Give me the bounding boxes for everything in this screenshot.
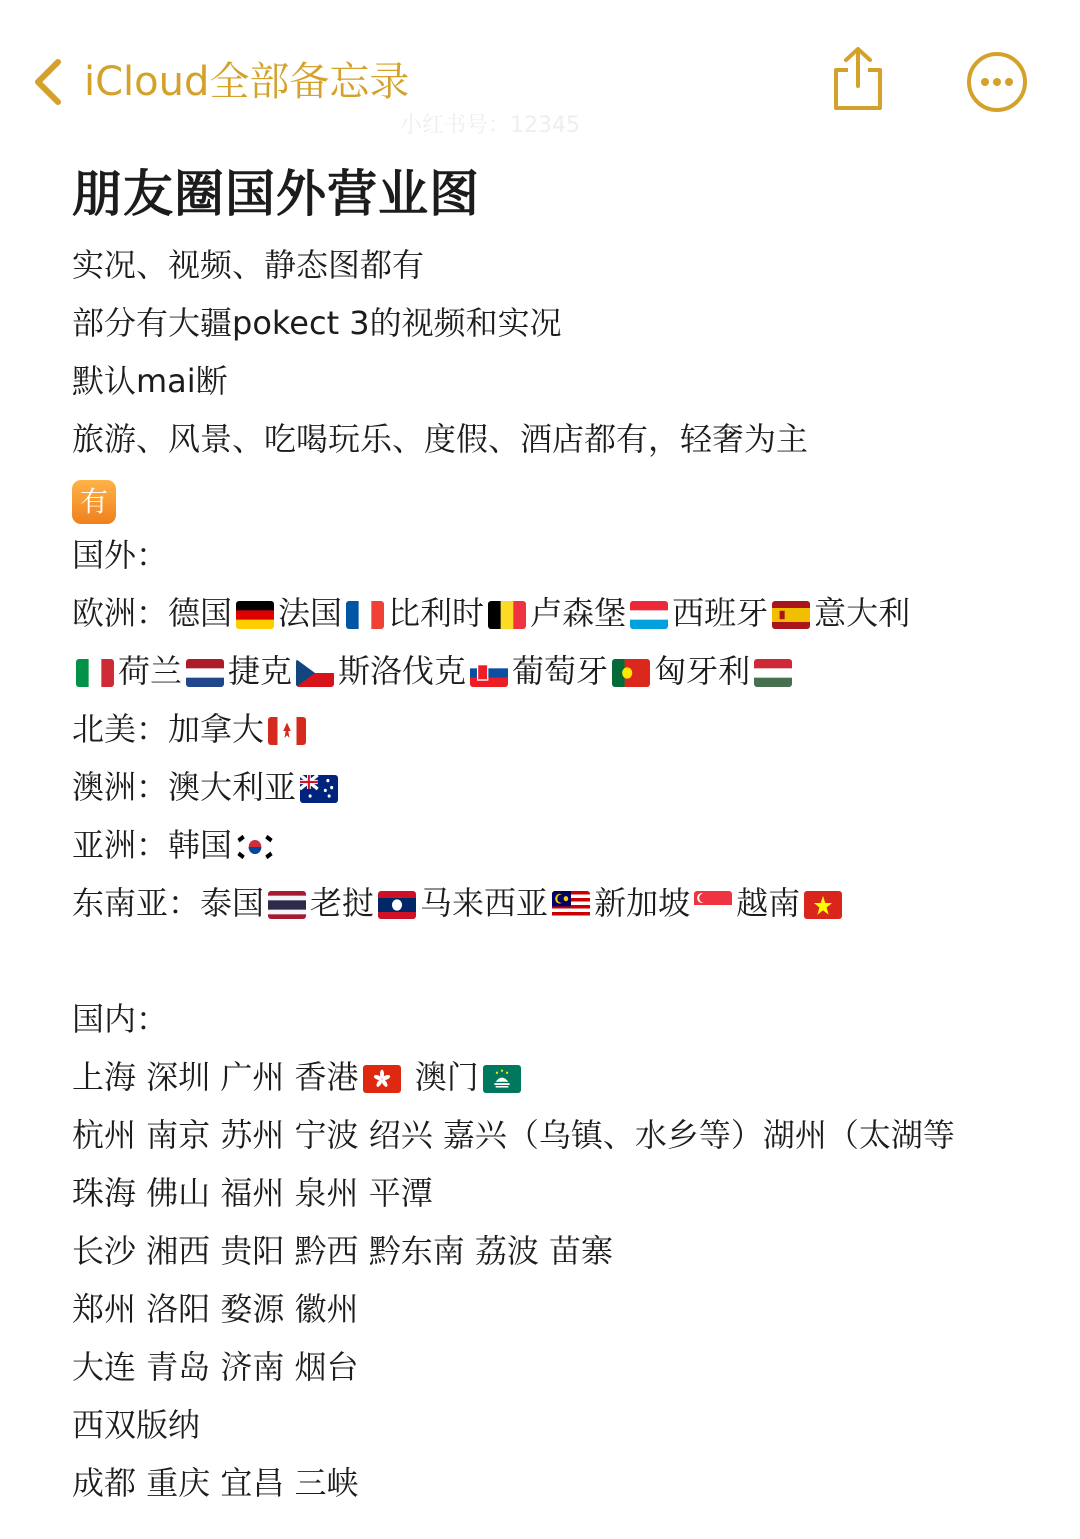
destination-name: 捷克 xyxy=(228,652,293,690)
flag-cz-icon xyxy=(296,659,334,687)
share-button[interactable] xyxy=(828,44,888,114)
southeast-asia-line xyxy=(72,874,1062,932)
flag-hk-icon xyxy=(363,1065,401,1093)
destination-name: 德国 xyxy=(168,594,233,632)
destination-name: 老挝 xyxy=(310,884,375,922)
domestic-heading: 国内： xyxy=(72,1000,169,1038)
back-button-label: iCloud全部备忘录 xyxy=(84,59,410,105)
destination-name: 香港 xyxy=(294,1058,359,1096)
domestic-line-first xyxy=(72,1048,1062,1106)
flag-sg-icon xyxy=(694,891,732,919)
flag-it-icon xyxy=(76,659,114,687)
asia-line xyxy=(72,816,1062,874)
chevron-left-icon xyxy=(28,52,68,112)
flag-mo-icon xyxy=(483,1065,521,1093)
destination-name: 荷兰 xyxy=(118,652,183,690)
back-button[interactable] xyxy=(28,50,409,114)
destination-name: 比利时 xyxy=(388,594,485,632)
share-icon xyxy=(828,44,888,114)
flag-au-icon xyxy=(300,775,338,803)
destination-name: 新加坡 xyxy=(594,884,691,922)
you-emoji-badge: 有 xyxy=(72,480,116,524)
ellipsis-circle-icon xyxy=(966,51,1028,113)
destination-name: 西班牙 xyxy=(672,594,769,632)
note-line: 部分有大疆pokect 3的视频和实况 xyxy=(72,304,562,342)
oceania-line xyxy=(72,758,1062,816)
flag-la-icon xyxy=(378,891,416,919)
destination-name: 泰国 xyxy=(200,884,265,922)
destination-name: 越南 xyxy=(736,884,801,922)
navigation-bar xyxy=(0,0,1080,150)
flag-my-icon xyxy=(552,891,590,919)
destination-name: 卢森堡 xyxy=(530,594,627,632)
region-label: 东南亚： xyxy=(72,884,201,922)
flag-kr-icon xyxy=(236,833,274,861)
destination-name: 加拿大 xyxy=(168,710,265,748)
destination-name: 斯洛伐克 xyxy=(338,652,467,690)
destination-name: 澳门 xyxy=(414,1058,479,1096)
flag-be-icon xyxy=(488,601,526,629)
region-label: 上海 深圳 广州 xyxy=(72,1058,295,1096)
flag-es-icon xyxy=(772,601,810,629)
domestic-line: 杭州 南京 苏州 宁波 绍兴 嘉兴（乌镇、水乡等）湖州（太湖等 xyxy=(72,1116,955,1154)
domestic-line: 大连 青岛 济南 烟台 xyxy=(72,1348,359,1386)
domestic-line: 长沙 湘西 贵阳 黔西 黔东南 荔波 苗寨 xyxy=(72,1232,614,1270)
abroad-heading: 国外： xyxy=(72,536,169,574)
note-body[interactable] xyxy=(72,158,1062,1512)
destination-name: 意大利 xyxy=(814,594,911,632)
region-label: 澳洲： xyxy=(72,768,169,806)
more-button[interactable] xyxy=(966,51,1028,113)
destination-name: 马来西亚 xyxy=(420,884,549,922)
destination-name: 澳大利亚 xyxy=(168,768,297,806)
europe-line-2 xyxy=(72,642,1062,700)
region-label: 亚洲： xyxy=(72,826,169,864)
flag-th-icon xyxy=(268,891,306,919)
flag-de-icon xyxy=(236,601,274,629)
note-line xyxy=(72,468,1062,526)
flag-lu-icon xyxy=(630,601,668,629)
domestic-line: 郑州 洛阳 婺源 徽州 xyxy=(72,1290,359,1328)
note-line: 实况、视频、静态图都有 xyxy=(72,246,425,284)
flag-nl-icon xyxy=(186,659,224,687)
note-title: 朋友圈国外营业图 xyxy=(72,165,480,223)
destination-name: 葡萄牙 xyxy=(512,652,609,690)
north-america-line xyxy=(72,700,1062,758)
flag-vn-icon xyxy=(804,891,842,919)
flag-sk-icon xyxy=(470,659,508,687)
region-label: 欧洲： xyxy=(72,594,169,632)
note-line: 旅游、风景、吃喝玩乐、度假、酒店都有，轻奢为主 xyxy=(72,420,809,458)
europe-line-1 xyxy=(72,584,1062,642)
domestic-line: 西双版纳 xyxy=(72,1406,201,1444)
flag-pt-icon xyxy=(612,659,650,687)
note-line: 默认mai断 xyxy=(72,362,228,400)
blank-line xyxy=(72,932,1062,990)
flag-fr-icon xyxy=(346,601,384,629)
flag-ca-icon xyxy=(268,717,306,745)
flag-hu-icon xyxy=(754,659,792,687)
faded-watermark-text: 小红书号：12345 xyxy=(400,113,580,138)
destination-name: 法国 xyxy=(278,594,343,632)
domestic-line: 珠海 佛山 福州 泉州 平潭 xyxy=(72,1174,433,1212)
destination-name: 韩国 xyxy=(168,826,233,864)
region-label: 北美： xyxy=(72,710,169,748)
destination-name: 匈牙利 xyxy=(654,652,751,690)
domestic-line: 成都 重庆 宜昌 三峡 xyxy=(72,1464,359,1502)
